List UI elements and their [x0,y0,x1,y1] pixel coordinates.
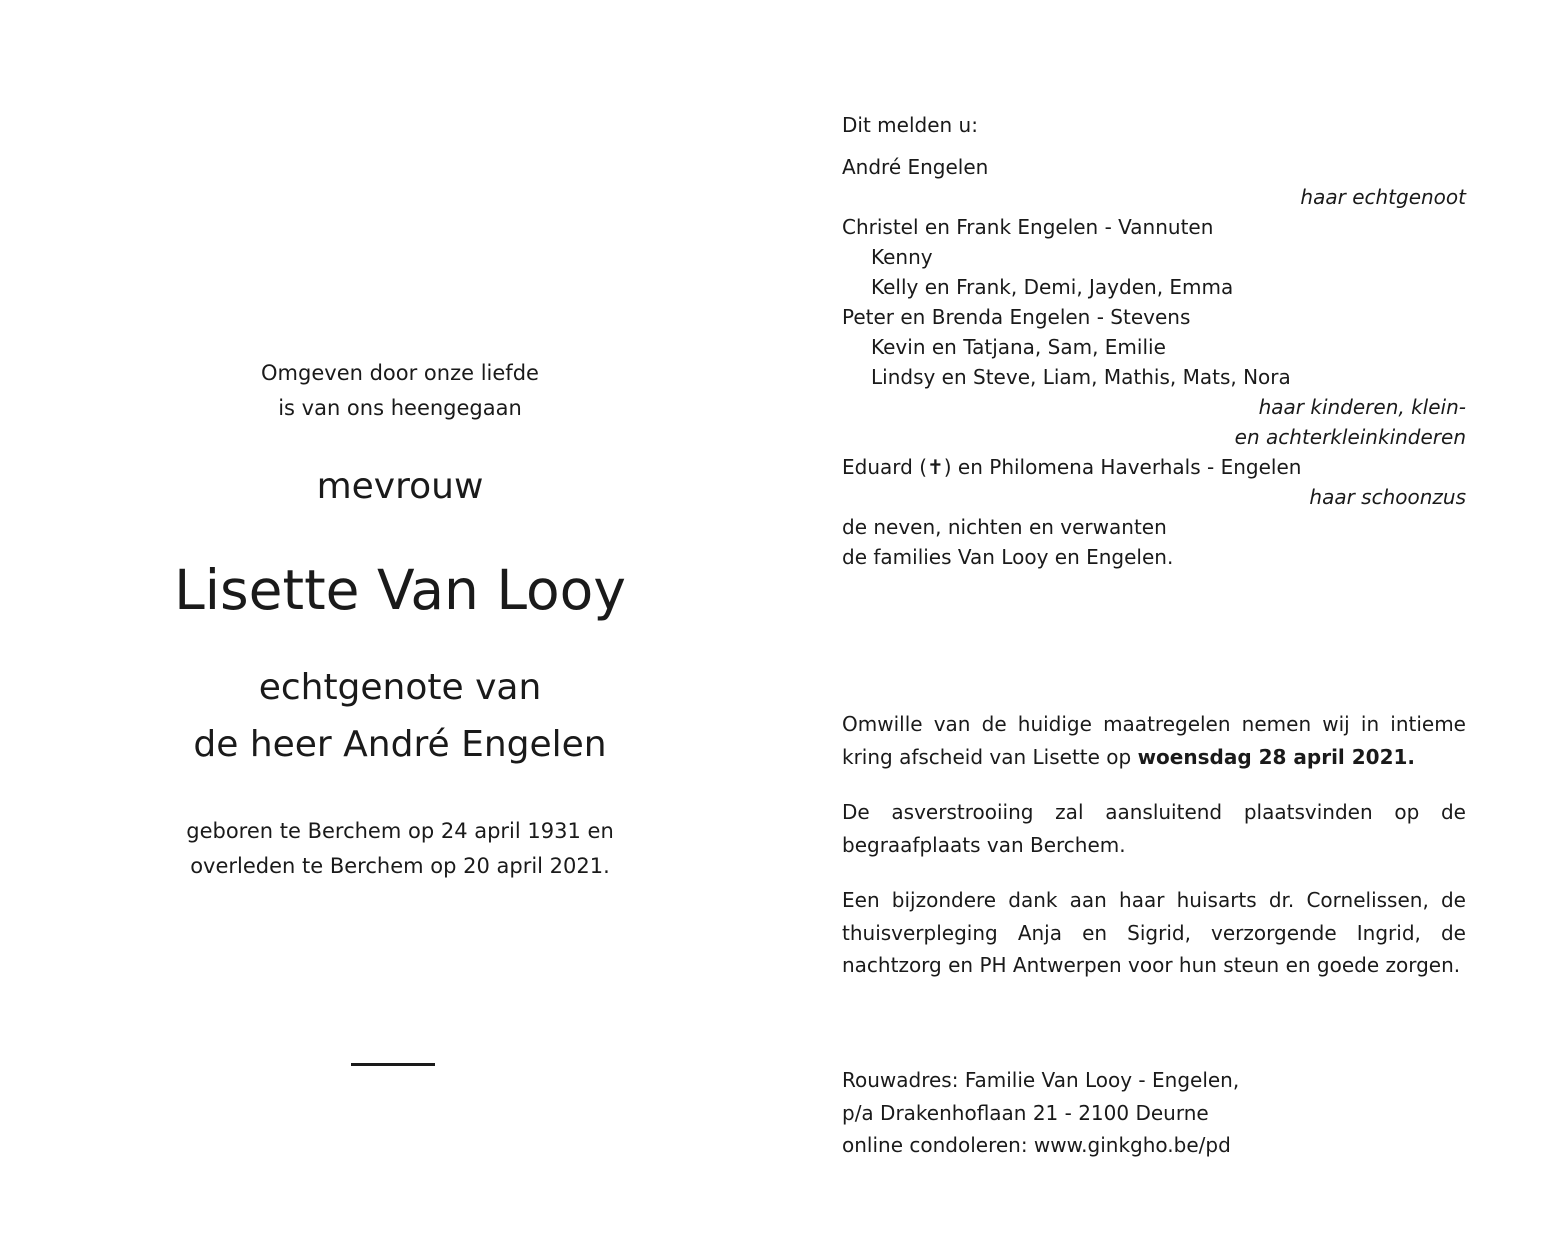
intro-line-2: is van ons heengegaan [278,396,522,420]
deceased-name: Lisette Van Looy [174,558,626,622]
farewell-paragraph [842,708,1466,773]
child-2: Peter en Brenda Engelen - Stevens [842,305,1191,329]
farewell-text: Omwille van de huidige maatregelen nemen wij in intieme kring afscheid van Lisette op [842,712,1466,769]
grandchild-2a: Kevin en Tatjana, Sam, Emilie [871,335,1166,359]
children-relation-2: en achterkleinkinderen [1234,425,1466,449]
scattering-paragraph: De asverstrooiing zal aansluitend plaatsvinden op de begraafplaats van Berchem. [842,800,1466,857]
address-line-2: p/a Drakenhoflaan 21 - 2100 Deurne [842,1101,1209,1125]
grandchild-1b: Kelly en Frank, Demi, Jayden, Emma [871,275,1234,299]
thanks-paragraph: Een bijzondere dank aan haar huisarts dr. Cornelissen, de thuisverpleging Anja en Sigrid, verzorgende Ingrid, de nachtzorg en PH Antwerpen voor hun steun en goede zorgen. [842,888,1466,977]
farewell-date: woensdag 28 april 2021. [1137,744,1415,769]
right-page [842,0,1466,1253]
relatives-line: de neven, nichten en verwanten [842,515,1167,539]
grandchild-2b: Lindsy en Steve, Liam, Mathis, Mats, Nora [871,365,1291,389]
child-1: Christel en Frank Engelen - Vannuten [842,215,1214,239]
spouse-line-2: de heer André Engelen [193,724,607,765]
divider-line [351,1063,435,1066]
announce-line: Dit melden u: [842,113,978,137]
death-line: overleden te Berchem op 20 april 2021. [190,854,610,878]
inlaw-post: ) en Philomena Haverhals - Engelen [943,455,1302,479]
children-relation-1: haar kinderen, klein- [1258,395,1466,419]
families-line: de families Van Looy en Engelen. [842,545,1174,569]
address-line-1: Rouwadres: Familie Van Looy - Engelen, [842,1068,1240,1092]
honorific-title: mevrouw [316,466,484,507]
spouse-name: André Engelen [842,155,989,179]
spouse-line-1: echtgenote van [258,667,542,708]
condolence-line: online condoleren: www.ginkgho.be/pd [842,1133,1231,1157]
inlaw-line [842,454,1466,480]
birth-line: geboren te Berchem op 24 april 1931 en [186,819,614,843]
intro-line-1: Omgeven door onze liefde [261,361,539,385]
spouse-relation: haar echtgenoot [1300,185,1466,209]
inlaw-pre: Eduard ( [842,455,927,479]
inlaw-relation: haar schoonzus [1309,485,1466,509]
cross-icon: ✝ [927,455,944,479]
grandchild-1a: Kenny [871,245,933,269]
